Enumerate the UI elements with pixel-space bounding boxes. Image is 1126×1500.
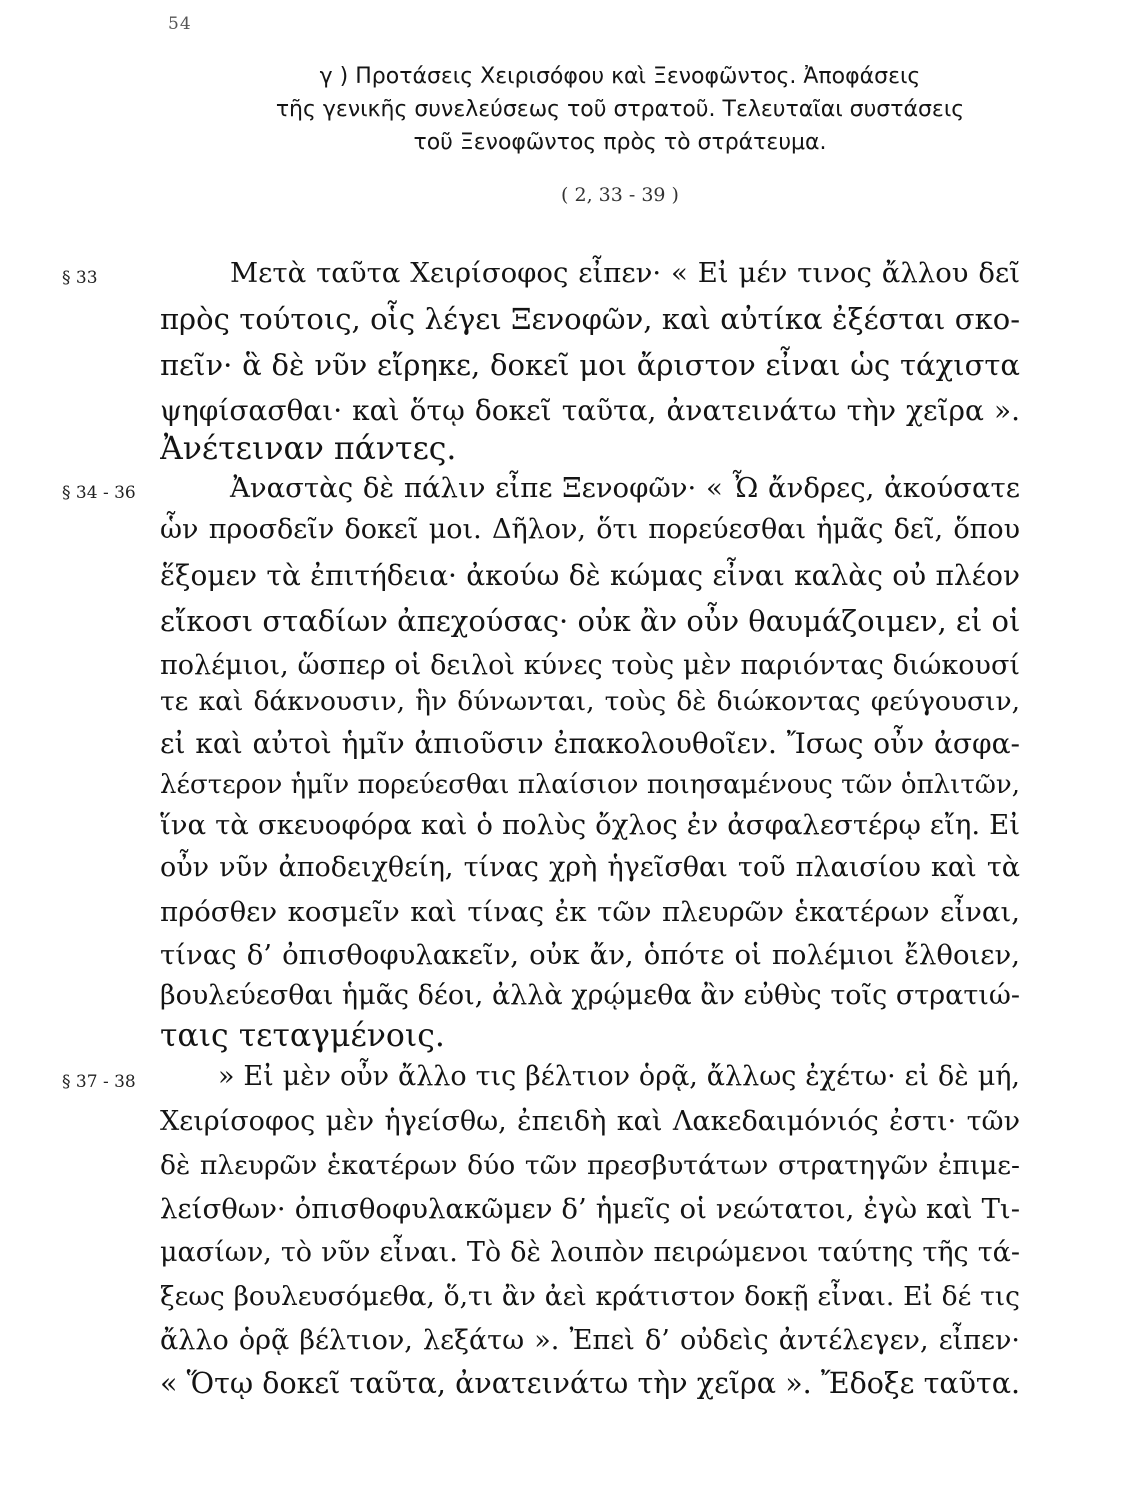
- text-line: ἕξομεν τὰ ἐπιτήδεια· ἀκούω δὲ κώμας εἶναι καλὰς οὐ πλέον: [160, 559, 1020, 592]
- text-line: πολέμιοι, ὥσπερ οἱ δειλοὶ κύνες τοὺς μὲν παριόντας διώκουσί: [160, 650, 1020, 681]
- text-line: οὖν νῦν ἀποδειχθείη, τίνας χρὴ ἡγεῖσθαι τοῦ πλαισίου καὶ τὰ: [160, 852, 1020, 883]
- text-line: βουλεύεσθαι ἡμᾶς δέοι, ἀλλὰ χρῴμεθα ἂν εὐθὺς τοῖς στρατιώ-: [160, 980, 1020, 1011]
- heading-line-2: τῆς γενικῆς συνελεύσεως τοῦ στρατοῦ. Τελευταῖαι συστάσεις: [275, 97, 965, 122]
- text-line: » Εἰ μὲν οὖν ἄλλο τις βέλτιον ὁρᾷ, ἄλλως ἐχέτω· εἰ δὲ μή,: [218, 1061, 1020, 1092]
- text-line: πεῖν· ἃ δὲ νῦν εἴρηκε, δοκεῖ μοι ἄριστον εἶναι ὡς τάχιστα: [160, 348, 1020, 382]
- text-line: Μετὰ ταῦτα Χειρίσοφος εἶπεν· « Εἰ μέν τινος ἄλλου δεῖ: [230, 257, 1020, 289]
- text-line: λέστερον ἡμῖν πορεύεσθαι πλαίσιον ποιησαμένους τῶν ὁπλιτῶν,: [160, 770, 1020, 800]
- text-line: τε καὶ δάκνουσιν, ἣν δύνωνται, τοὺς δὲ διώκοντας φεύγουσιν,: [160, 686, 1020, 717]
- text-line: λείσθων· ὀπισθοφυλακῶμεν δ’ ἡμεῖς οἱ νεώτατοι, ἐγὼ καὶ Τι-: [160, 1193, 1020, 1225]
- section-heading: [160, 60, 1080, 159]
- text-line: « Ὅτῳ δοκεῖ ταῦτα, ἀνατεινάτω τὴν χεῖρα ». Ἔδοξε ταῦτα.: [160, 1367, 1020, 1400]
- text-line: Ἀνέτειναν πάντες.: [160, 431, 457, 467]
- text-line: πρὸς τούτοις, οἷς λέγει Ξενοφῶν, καὶ αὐτίκα ἐξέσται σκο-: [160, 302, 1020, 336]
- text-line: δὲ πλευρῶν ἑκατέρων δύο τῶν πρεσβυτάτων στρατηγῶν ἐπιμε-: [160, 1150, 1020, 1181]
- page-number: 54: [168, 14, 192, 34]
- section-marker: § 37 - 38: [62, 1072, 136, 1092]
- text-line: Χειρίσοφος μὲν ἡγείσθω, ἐπειδὴ καὶ Λακεδαιμόνιός ἐστι· τῶν: [160, 1106, 1020, 1137]
- heading-line-3: τοῦ Ξενοφῶντος πρὸς τὸ στράτευμα.: [413, 130, 827, 155]
- text-line: Ἀναστὰς δὲ πάλιν εἶπε Ξενοφῶν· « Ὦ ἄνδρες, ἀκούσατε: [230, 472, 1020, 504]
- text-line: εἰ καὶ αὐτοὶ ἡμῖν ἀπιοῦσιν ἐπακολουθοῖεν. Ἴσως οὖν ἀσφα-: [160, 727, 1020, 760]
- heading-line-1: γ ) Προτάσεις Χειρισόφου καὶ Ξενοφῶντος. Ἀποφάσεις: [319, 64, 921, 89]
- text-line: ψηφίσασθαι· καὶ ὅτῳ δοκεῖ ταῦτα, ἀνατεινάτω τὴν χεῖρα ».: [160, 394, 1020, 427]
- text-line: ξεως βουλευσόμεθα, ὅ,τι ἂν ἀεὶ κράτιστον δοκῇ εἶναι. Εἰ δέ τις: [160, 1281, 1020, 1312]
- text-line: μασίων, τὸ νῦν εἶναι. Τὸ δὲ λοιπὸν πειρώμενοι ταύτης τῆς τά-: [160, 1237, 1020, 1268]
- text-line: πρόσθεν κοσμεῖν καὶ τίνας ἐκ τῶν πλευρῶν ἑκατέρων εἶναι,: [160, 896, 1020, 928]
- text-line: ἄλλο ὁρᾷ βέλτιον, λεξάτω ». Ἐπεὶ δ’ οὐδεὶς ἀντέλεγεν, εἶπεν·: [160, 1325, 1020, 1356]
- section-marker: § 33: [62, 268, 98, 288]
- section-marker: § 34 - 36: [62, 483, 136, 503]
- text-line: ταις τεταγμένοις.: [160, 1018, 445, 1054]
- text-line: ὧν προσδεῖν δοκεῖ μοι. Δῆλον, ὅτι πορεύεσθαι ἡμᾶς δεῖ, ὅπου: [160, 514, 1020, 545]
- text-line: τίνας δ’ ὀπισθοφυλακεῖν, οὐκ ἄν, ὁπότε οἱ πολέμιοι ἔλθοιεν,: [160, 939, 1020, 971]
- passage-reference: ( 2, 33 - 39 ): [561, 184, 679, 206]
- text-line: εἴκοσι σταδίων ἀπεχούσας· οὐκ ἂν οὖν θαυμάζοιμεν, εἰ οἱ: [160, 604, 1020, 638]
- text-line: ἵνα τὰ σκευοφόρα καὶ ὁ πολὺς ὄχλος ἐν ἀσφαλεστέρῳ εἴη. Εἰ: [160, 809, 1020, 841]
